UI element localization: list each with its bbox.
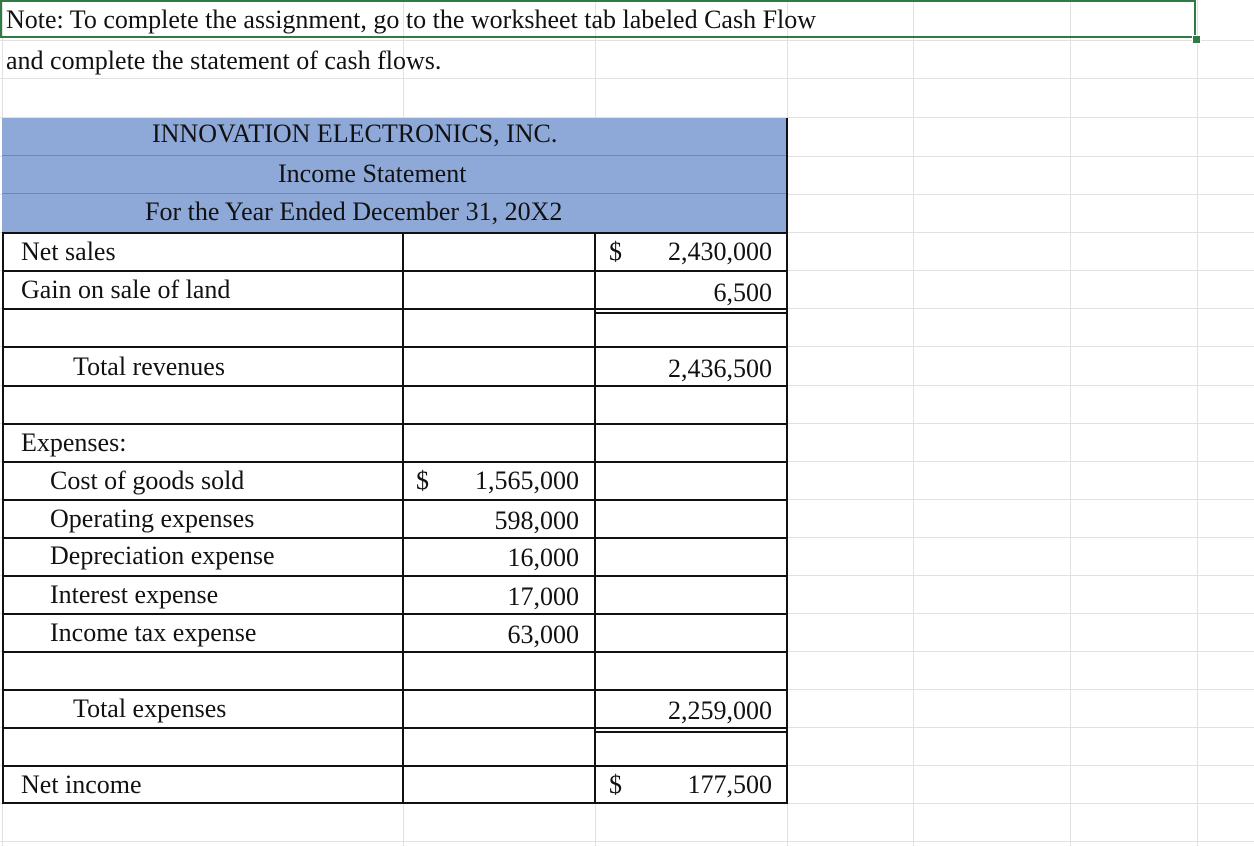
total-expenses-value[interactable]: 2,259,000: [668, 696, 772, 725]
table-border: [2, 499, 788, 501]
gain-on-sale-label[interactable]: Gain on sale of land: [21, 275, 231, 304]
table-border: [594, 232, 596, 804]
table-border: [2, 423, 788, 425]
company-name[interactable]: INNOVATION ELECTRONICS, INC.: [152, 119, 558, 148]
total-expenses-label[interactable]: Total expenses: [73, 694, 227, 723]
net-income-label[interactable]: Net income: [21, 770, 142, 799]
total-revenues-label[interactable]: Total revenues: [73, 352, 225, 381]
income-tax-label[interactable]: Income tax expense: [50, 618, 257, 647]
depreciation-value[interactable]: 16,000: [507, 543, 579, 572]
net-income-value[interactable]: 177,500: [687, 770, 772, 799]
fill-handle[interactable]: [1192, 35, 1201, 44]
table-border: [402, 232, 404, 804]
statement-period[interactable]: For the Year Ended December 31, 20X2: [145, 197, 563, 226]
table-border: [2, 537, 788, 539]
table-border: [2, 765, 788, 767]
total-revenues-value[interactable]: 2,436,500: [668, 354, 772, 383]
interest-label[interactable]: Interest expense: [50, 580, 219, 609]
table-border: [2, 651, 788, 653]
subtotal-underline: [596, 312, 788, 314]
net-sales-label[interactable]: Net sales: [21, 237, 116, 266]
header-row-divider: [2, 193, 788, 194]
table-border: [2, 270, 788, 272]
table-border: [2, 575, 788, 577]
net-sales-value[interactable]: 2,430,000: [668, 237, 772, 266]
operating-expenses-value[interactable]: 598,000: [494, 506, 579, 535]
net-sales-currency[interactable]: $: [609, 237, 622, 266]
cogs-currency[interactable]: $: [416, 466, 429, 495]
table-border: [2, 232, 4, 804]
table-border: [2, 461, 788, 463]
cogs-label[interactable]: Cost of goods sold: [50, 466, 245, 495]
gridline: [0, 841, 1254, 842]
expenses-heading[interactable]: Expenses:: [21, 428, 127, 457]
note-line-2[interactable]: and complete the statement of cash flows.: [6, 46, 442, 75]
gridline: [0, 78, 1254, 79]
table-border: [2, 232, 788, 234]
cogs-value[interactable]: 1,565,000: [475, 466, 579, 495]
table-border: [2, 613, 788, 615]
net-income-currency[interactable]: $: [609, 770, 622, 799]
interest-value[interactable]: 17,000: [507, 582, 579, 611]
table-border: [2, 802, 788, 804]
table-border: [2, 689, 788, 691]
statement-title[interactable]: Income Statement: [278, 159, 467, 188]
header-row-divider: [2, 155, 788, 156]
depreciation-label[interactable]: Depreciation expense: [50, 541, 275, 570]
table-border: [2, 346, 788, 348]
income-tax-value[interactable]: 63,000: [507, 620, 579, 649]
gridline: [0, 40, 1254, 41]
gain-on-sale-value[interactable]: 6,500: [713, 278, 772, 307]
operating-expenses-label[interactable]: Operating expenses: [50, 504, 255, 533]
subtotal-underline: [596, 731, 788, 733]
table-border: [2, 308, 788, 310]
table-border: [2, 385, 788, 387]
table-border: [2, 727, 788, 729]
note-line-1[interactable]: Note: To complete the assignment, go to the worksheet tab labeled Cash Flow: [6, 5, 817, 34]
